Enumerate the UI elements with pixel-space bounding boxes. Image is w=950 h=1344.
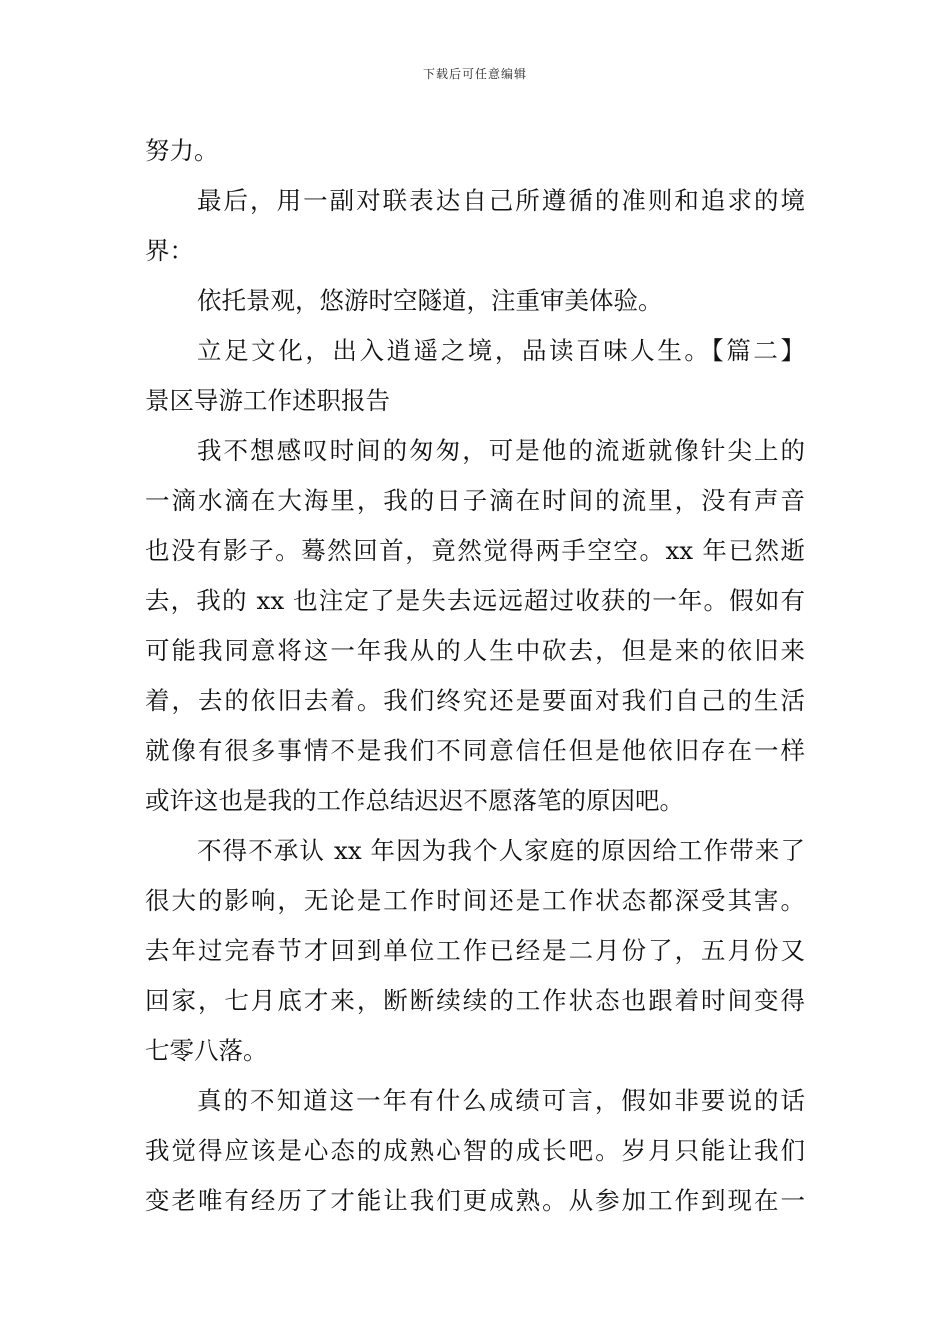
text-line: 立足文化，出入逍遥之境，品读百味人生。【篇二】 [197, 336, 805, 365]
text-line: 很大的影响，无论是工作时间还是工作状态都深受其害。 [145, 886, 805, 915]
page-header-note: 下载后可任意编辑 [422, 67, 527, 81]
text-line: 着，去的依旧去着。我们终究还是要面对我们自己的生活 [145, 686, 805, 715]
text-line: 我不想感叹时间的匆匆，可是他的流逝就像针尖上的 [197, 436, 805, 465]
document-body [145, 126, 805, 1226]
text-line: 变老唯有经历了才能让我们更成熟。从参加工作到现在一 [145, 1186, 805, 1215]
text-line: 去年过完春节才回到单位工作已经是二月份了，五月份又 [145, 936, 805, 965]
text-line: 就像有很多事情不是我们不同意信任但是他依旧存在一样 [145, 736, 805, 765]
text-line: 努力。 [145, 136, 219, 165]
text-line: 界： [145, 236, 194, 265]
text-line: 七零八落。 [145, 1036, 268, 1065]
text-line: 也没有影子。蓦然回首，竟然觉得两手空空。xx 年已然逝 [145, 536, 805, 565]
text-line: 可能我同意将这一年我从的人生中砍去，但是来的依旧来 [145, 636, 805, 665]
text-line: 依托景观，悠游时空隧道，注重审美体验。 [197, 286, 663, 315]
text-line: 一滴水滴在大海里，我的日子滴在时间的流里，没有声音 [145, 486, 805, 515]
text-line: 或许这也是我的工作总结迟迟不愿落笔的原因吧。 [145, 786, 684, 815]
text-line: 回家，七月底才来，断断续续的工作状态也跟着时间变得 [145, 986, 805, 1015]
text-line: 去，我的 xx 也注定了是失去远远超过收获的一年。假如有 [145, 586, 805, 615]
text-line: 不得不承认 xx 年因为我个人家庭的原因给工作带来了 [197, 836, 805, 865]
text-line: 景区导游工作述职报告 [145, 386, 390, 415]
text-line: 最后，用一副对联表达自己所遵循的准则和追求的境 [197, 186, 805, 215]
text-line: 真的不知道这一年有什么成绩可言，假如非要说的话 [197, 1086, 805, 1115]
text-line: 我觉得应该是心态的成熟心智的成长吧。岁月只能让我们 [145, 1136, 805, 1165]
